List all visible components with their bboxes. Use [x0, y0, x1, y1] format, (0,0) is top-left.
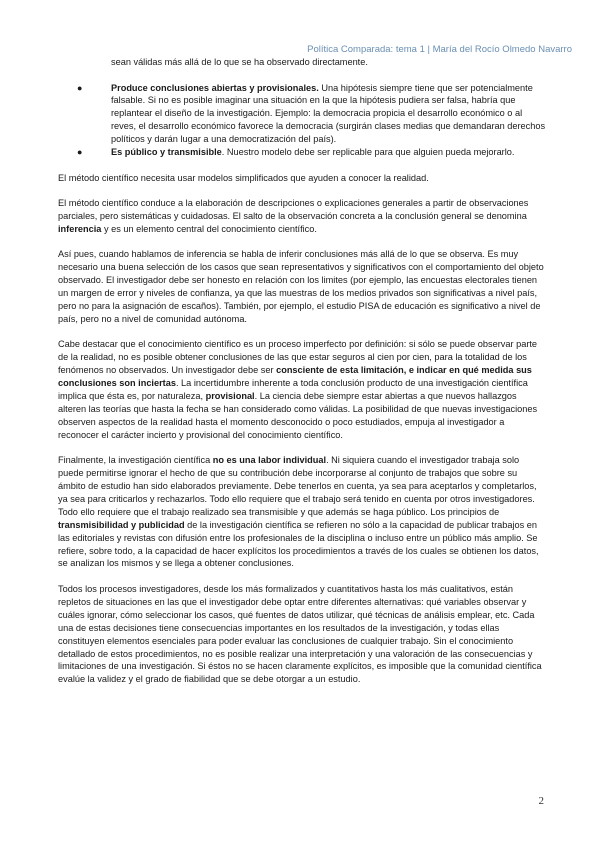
document-body: [58, 56, 546, 699]
page-number: 2: [538, 795, 544, 807]
text-run: El método científico conduce a la elaboración de descripciones o explicaciones generales a partir de observaciones parciales, pero sistemáticas y cuidadosas. El salto de la observación concreta a la conclusión general se denomina: [58, 198, 529, 221]
bullet-bold-text: Produce conclusiones abiertas y provisionales.: [111, 82, 319, 93]
bullet-dot: ●: [77, 147, 83, 158]
bullet-bold-text: Es público y transmisible: [111, 147, 222, 158]
bullet-item: [58, 82, 546, 147]
text-run: Finalmente, la investigación científica: [58, 455, 213, 466]
bullet-text: Una hipótesis siempre tiene que ser potencialmente falsable. Si no es posible imaginar una situación en la que la hipótesis pudiera ser falsa, habría que replantear el diseño de la investigación. Ejemplo: la democracia propicia el desarrollo económico o al reves, el desarrollo económico favorece la democracia (surgirán clases medias que demandaran derechos políticos y darán lugar a una democratización del país).: [111, 82, 546, 145]
bullet-continuation: sean válidas más allá de lo que se ha observado directamente.: [111, 57, 368, 67]
text-run: . La ciencia debe siempre estar abiertas a que nuevos hallazgos alteren las teorías que hasta la fecha se han considerado como válidas. La posibilidad de que nuevas investigaciones observen aspectos de la realidad hasta el momento desconocido o poco estudiados, empuja al investigador a reconocer el carácter incierto y provisional del conocimiento científico.: [58, 391, 538, 440]
paragraph: [58, 338, 546, 441]
bullet-dot: ●: [77, 82, 83, 93]
text-run: . La incertidumbre inherente a toda conclusión producto de una investigación científica implica que ésta es, por naturaleza,: [58, 378, 528, 401]
bold-run: consciente de esta limitación, e indicar en qué medida sus conclusiones son inciertas: [58, 365, 532, 389]
bold-run: transmisibilidad y publicidad: [58, 519, 185, 530]
paragraph: El método científico necesita usar modelos simplificados que ayuden a conocer la realidad.: [58, 172, 429, 183]
bold-run: inferencia: [58, 223, 102, 234]
paragraph: Todos los procesos investigadores, desde los más formalizados y cuantitativos hasta los más cualitativos, están repletos de situaciones en las que el investigador debe optar entre diferentes alternativas: qué variables observar y cuáles ignorar, cómo seleccionar los casos, qué fuentes de datos utilizar, qué técnicas de análisis emplear, etc. Cada una de estas decisiones tiene consecuencias importantes en los resultados de la investigación, y todas ellas constituyen elementos esenciales para poder evaluar las conclusiones de cualquier trabajo. Sin el conocimiento detallado de estos procedimientos, no es posible realizar una interpretación y una valoración de las consecuencias y limitaciones de una investigación. Si éstos no se hacen claramente explícitos, es imposible que la comunidad científica evalúe la validez y el grado de fiabilidad que se debe otorgar a un estudio.: [58, 583, 542, 685]
paragraph: [58, 197, 546, 236]
bullet-item: [58, 146, 546, 159]
bold-run: no es una labor individual: [212, 455, 327, 466]
bullet-text: . Nuestro modelo debe ser replicable para que alguien pueda mejorarlo.: [221, 147, 515, 158]
paragraph: [58, 454, 546, 570]
bold-run: provisional: [205, 391, 255, 401]
text-run: y es un elemento central del conocimiento científico.: [101, 223, 317, 234]
text-run: de la investigación científica se refieren no sólo a la capacidad de publicar trabajos en las editoriales y revistas con difusión entre los profesionales de la disciplina o incluso entre un público más amplio. Se refiere, sobre todo, a la capacidad de hacer explícitos los procedimientos a través de los cuales se obtienen los datos, se analizan los mismos y se llega a obtener conclusiones.: [58, 519, 539, 569]
paragraph: Así pues, cuando hablamos de inferencia se habla de inferir conclusiones más allá de lo que se observa. Es muy necesario una buena selección de los casos que sean representativos y significativos con el comportamiento del objeto observado. El investigador debe ser honesto en relación con los limites (por ejemplo, las encuestas electorales tienen un margen de error y niveles de confianza, ya que las muestras de los medios privados son significativas a nivel país, pero no para la asignación de escaños). También, por ejemplo, el estudio PISA de educación es significativo a nivel de país, pero no a nivel de comunidad autónoma.: [58, 249, 544, 324]
text-run: . Ni siquiera cuando el investigador trabaja solo puede permitirse ignorar el hecho de que su contribución debe incorporarse al conjunto de trabajos que sobre su ámbito de estudio han sido elaborados previamente. Debe tenerlos en cuenta, ya sea para aceptarlos y completarlos, ya sea para criticarlos y rechazarlos. Todo ello requiere que el trabajo será tenido en cuenta por otros investigadores. Todo ello requiere que el trabajo realizado sea transmisible y que además se haga público. Los principios de: [58, 455, 537, 517]
bullet-list: [58, 56, 546, 159]
page-header: Política Comparada: tema 1 | María del Rocío Olmedo Navarro: [307, 44, 572, 55]
text-run: Cabe destacar que el conocimiento científico es un proceso imperfecto por definición: si sólo se puede observar parte de la realidad, no es posible obtener conclusiones de las que estar seguros al cien por cien, para la totalidad de los fenómenos no observados. Un investigador debe ser: [58, 339, 538, 376]
